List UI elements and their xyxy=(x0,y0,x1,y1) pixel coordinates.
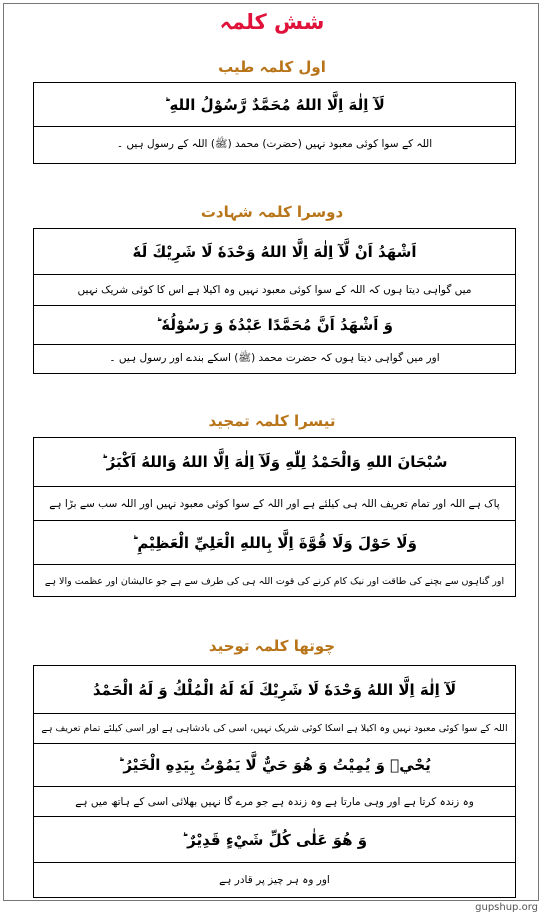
kalma-urdu-translation: وہ زندہ کرتا ہے اور وہی مارتا ہے وہ زندہ ہے جو مرے گا نہیں بھلائی اسی کے ہاتھ میں ہے xyxy=(75,795,474,808)
section-box-2 xyxy=(33,228,516,374)
kalma-urdu-translation: اللہ کے سوا کوئی معبود نہیں (حضرت) محمد (ﷺ) اللہ کے رسول ہیں ۔ xyxy=(116,138,433,150)
kalma-urdu-translation: اور میں گواہی دیتا ہوں کہ حضرت محمد (ﷺ) اسکے بندے اور رسول ہیں ۔ xyxy=(109,352,440,364)
kalma-urdu-translation: میں گواہی دیتا ہوں کہ اللہ کے سوا کوئی معبود نہیں وہ اکیلا ہے اس کا کوئی شریک نہیں xyxy=(77,284,472,296)
kalma-arabic-line: سُبْحَانَ اللهِ وَالْحَمْدُ لِلّٰهِ وَلَآ اِلٰهَ اِلَّا اللهُ وَاللهُ اَكْبَرُ ؕ xyxy=(101,453,448,471)
kalma-arabic-line: لَآ اِلٰهَ اِلَّا اللهُ وَحْدَهٗ لَا شَرِيْكَ لَهٗ لَهُ الْمُلْكُ وَ لَهُ الْحَمْدُ xyxy=(92,680,457,699)
kalma-urdu-translation: اللہ کے سوا کوئی معبود نہیں وہ اکیلا ہے اسکا کوئی شریک نہیں، اسی کی بادشاہی ہے اور اسی کیلئے تمام تعریف ہے xyxy=(41,723,508,734)
kalma-arabic-line: يُحْيٖ وَ يُمِيْتُ وَ هُوَ حَيٌّ لَّا يَمُوْتُ بِيَدِهِ الْخَيْرُ ؕ xyxy=(118,756,431,774)
kalma-arabic-line: وَلَا حَوْلَ وَلَا قُوَّةَ اِلَّا بِاللهِ الْعَلِيِّ الْعَظِيْمِ ؕ xyxy=(132,533,417,552)
kalma-arabic-line: وَ هُوَ عَلٰى كُلِّ شَيْءٍ قَدِيْرٌ ؕ xyxy=(181,830,368,849)
kalma-urdu-translation: اور وہ ہر چیز پر قادر ہے xyxy=(219,874,330,886)
section-heading-4: چوتھا کلمہ توحید xyxy=(208,637,336,655)
page-title: شش کلمہ xyxy=(219,10,325,34)
kalma-arabic-line: اَشْهَدُ اَنْ لَّآ اِلٰهَ اِلَّا اللهُ وَحْدَهٗ لَا شَرِيْكَ لَهٗ xyxy=(132,242,417,261)
kalma-arabic-line: لَآ اِلٰهَ اِلَّا اللهُ مُحَمَّدٌ رَّسُوْلُ اللهِ ؕ xyxy=(164,95,385,114)
kalma-urdu-translation: پاک ہے اللہ اور تمام تعریف اللہ ہی کیلئے ہے اور اللہ کے سوا کوئی معبود نہیں اور اللہ سب سے بڑا ہے xyxy=(49,497,500,510)
section-box-1 xyxy=(33,82,516,164)
kalma-urdu-translation: اور گناہوں سے بچنے کی طاقت اور نیک کام کرنے کی قوت اللہ ہی کی طرف سے ہے جو عالیشان اور عظمت والا ہے xyxy=(44,575,505,587)
section-heading-1: اول کلمہ طیب xyxy=(218,58,326,76)
section-box-4 xyxy=(33,665,516,898)
section-box-3 xyxy=(33,437,516,597)
site-watermark: gupshup.org xyxy=(475,902,538,913)
kalma-arabic-line: وَ اَشْهَدُ اَنَّ مُحَمَّدًا عَبْدُهٗ وَ رَسُوْلُهٗ ؕ xyxy=(156,316,393,334)
section-heading-3: تیسرا کلمہ تمجید xyxy=(208,412,336,430)
section-heading-2: دوسرا کلمہ شہادت xyxy=(200,203,344,221)
